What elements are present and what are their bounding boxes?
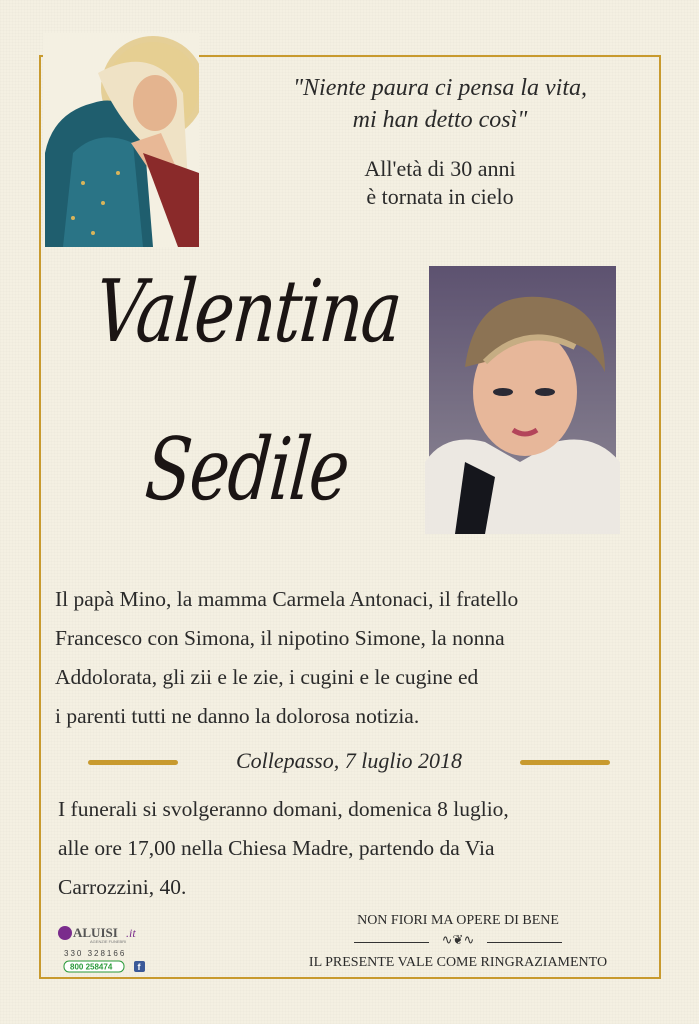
last-name: Sedile [141, 420, 352, 520]
place-date-row [88, 746, 610, 776]
portrait-photo [425, 262, 620, 534]
first-name: Valentina [91, 262, 405, 362]
announcement-line: i parenti tutti ne danno la dolorosa notizia. [55, 704, 420, 728]
svg-text:800 258474: 800 258474 [70, 962, 113, 972]
place-date: Collepasso, 7 luglio 2018 [235, 748, 463, 773]
ornament-line-right [487, 942, 562, 943]
funeral-line: I funerali si svolgeranno domani, domenica 8 luglio, [58, 797, 509, 821]
heart-icon [58, 926, 72, 940]
age-text [240, 155, 640, 211]
announcement-paragraph [55, 580, 650, 736]
announcement-line: Francesco con Simona, il nipotino Simone, la nonna [55, 626, 505, 650]
footer [272, 910, 644, 974]
quote-line-2: mi han detto così" [352, 107, 528, 133]
footer-line-2: IL PRESENTE VALE COME RINGRAZIAMENTO [308, 955, 608, 970]
aluisi-logo [56, 922, 152, 974]
footer-line-1: NON FIORI MA OPERE DI BENE [357, 913, 559, 928]
swirl-icon: ∿❦∿ [441, 932, 475, 947]
announcement-line: Il papà Mino, la mamma Carmela Antonaci, il fratello [55, 587, 519, 611]
age-line-1: All'età di 30 anni [364, 156, 516, 181]
svg-text:AGENZIE FUNEBRI: AGENZIE FUNEBRI [90, 939, 127, 944]
svg-text:ALUISI: ALUISI [73, 925, 118, 940]
age-line-2: è tornata in cielo [366, 184, 514, 209]
madonna-image [43, 33, 199, 247]
funeral-line: alle ore 17,00 nella Chiesa Madre, partendo da Via [58, 836, 495, 860]
gold-divider-right [520, 760, 610, 765]
footer-ornament [272, 932, 644, 952]
svg-text:f: f [137, 962, 141, 972]
svg-text:330 328166: 330 328166 [64, 949, 127, 958]
funeral-line: Carrozzini, 40. [58, 875, 187, 899]
funeral-paragraph [58, 790, 658, 907]
svg-text:.it: .it [126, 926, 136, 940]
quote-line-1: "Niente paura ci pensa la vita, [292, 75, 588, 101]
quote [240, 72, 640, 136]
announcement-line: Addolorata, gli zii e le zie, i cugini e le cugine ed [55, 665, 479, 689]
